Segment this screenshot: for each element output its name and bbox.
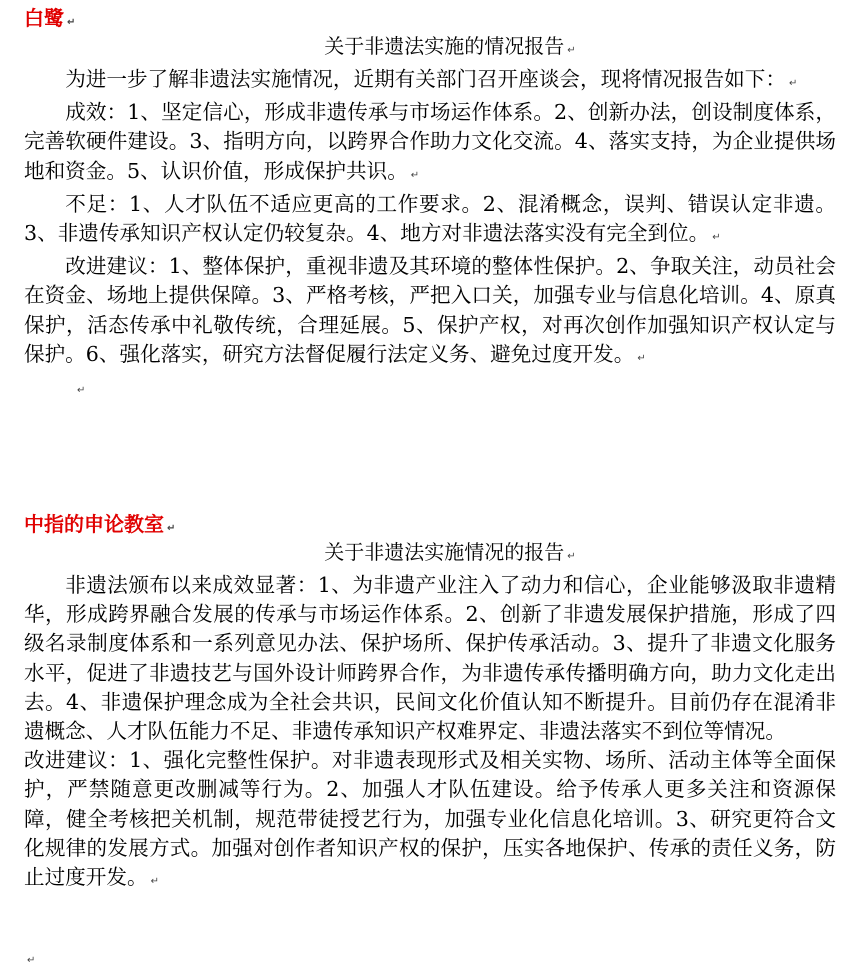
paragraph-mark-icon: ↵: [77, 385, 86, 397]
paragraph: [24, 252, 836, 373]
paragraph-text: 非遗法颁布以来成效显著：1、为非遗产业注入了动力和信心，企业能够汲取非遗精华，形成跨界融合发展的传承与市场运作体系。2、创新了非遗发展保护措施，形成了四级名录制度体系和一系列意见办法、保护场所、保护传承活动。3、提升了非遗文化服务水平，促进了非遗技艺与国外设计师跨界合作，为非遗传承传播明确方向，助力文化走出去。4、非遗保护理念成为全社会共识，民间文化价值认知不断提升。目前仍存在混淆非遗概念、人才队伍能力不足、非遗传承知识产权难界定、非遗法落实不到位等情况。: [24, 573, 836, 744]
paragraph-mark-icon: ↵: [788, 78, 798, 89]
paragraph-text: 成效：1、坚定信心，形成非遗传承与市场运作体系。2、创新办法，创设制度体系，完善软硬件建设。3、指明方向，以跨界合作助力文化交流。4、落实支持，为企业提供场地和资金。5、认识价值，形成保护共识。: [24, 100, 836, 183]
section-heading: [24, 4, 836, 32]
report-title: [24, 32, 836, 65]
paragraph-mark-icon: ↵: [410, 169, 420, 181]
title-text: 关于非遗法实施情况的报告: [324, 540, 565, 564]
paragraph-mark-icon: ↵: [67, 17, 76, 28]
paragraph-mark-icon: ↵: [637, 352, 646, 364]
heading-text: 中指的申论教室: [24, 512, 164, 536]
paragraph: [24, 190, 836, 252]
section-bailu: [24, 4, 836, 402]
empty-paragraph: [24, 948, 35, 967]
paragraph-mark-icon: ↵: [167, 523, 176, 534]
paragraph: [24, 98, 836, 190]
empty-paragraph: [24, 373, 836, 402]
paragraph-mark-icon: ↵: [712, 232, 721, 244]
paragraph-text: 改进建议：1、强化完整性保护。对非遗表现形式及相关实物、场所、活动主体等全面保护，严禁随意更改删减等行为。2、加强人才队伍建设。给予传承人更多关注和资源保障，健全考核把关机制，规范带徒授艺行为，加强专业化信息化培训。3、研究更符合文化规律的发展方式。加强对创作者知识产权的保护，压实各地保护、传承的责任义务，防止过度开发。: [24, 748, 836, 890]
paragraph-mark-icon: ↵: [567, 45, 576, 56]
title-text: 关于非遗法实施的情况报告: [324, 34, 565, 58]
section-heading: [24, 510, 836, 538]
paragraph: [24, 571, 836, 746]
paragraph: [24, 746, 836, 896]
paragraph-mark-icon: ↵: [567, 551, 576, 562]
section-zhongzhi: [24, 510, 836, 896]
report-title: [24, 538, 836, 571]
paragraph: [24, 65, 836, 98]
paragraph-text: 不足：1、人才队伍不适应更高的工作要求。2、混淆概念，误判、错误认定非遗。3、非遗传承知识产权认定仍较复杂。4、地方对非遗法落实没有完全到位。: [24, 191, 836, 246]
heading-text: 白鹭: [24, 6, 64, 30]
paragraph-text: 改进建议：1、整体保护，重视非遗及其环境的整体性保护。2、争取关注，动员社会在资金、场地上提供保障。3、严格考核，严把入口关，加强专业与信息化培训。4、原真保护，活态传承中礼敬传统，合理延展。5、保护产权，对再次创作加强知识产权认定与保护。6、强化落实，研究方法督促履行法定义务、避免过度开发。: [24, 254, 836, 366]
paragraph-mark-icon: ↵: [150, 876, 159, 888]
paragraph-mark-icon: ↵: [27, 955, 36, 966]
paragraph-text: 为进一步了解非遗法实施情况，近期有关部门召开座谈会，现将情况报告如下：: [65, 67, 786, 91]
